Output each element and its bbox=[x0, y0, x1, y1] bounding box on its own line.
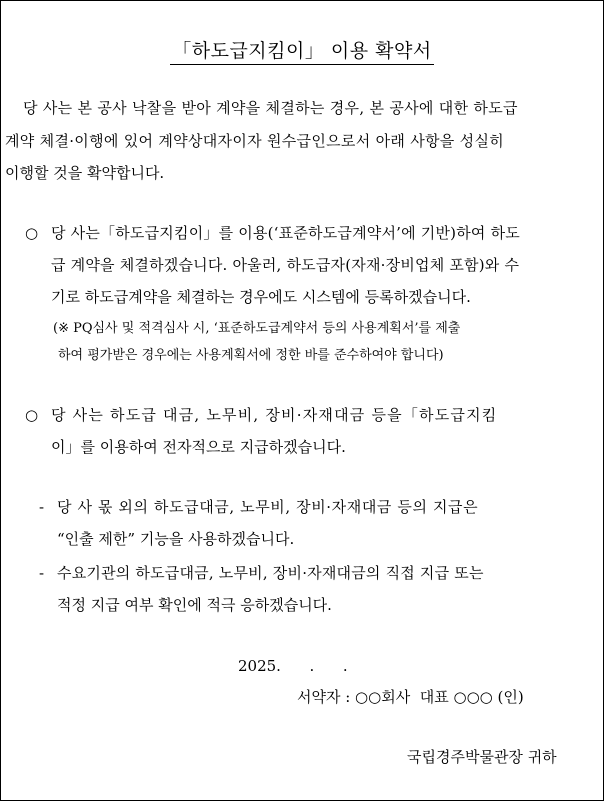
item1-note-line-2: 하여 평가받은 경우에는 사용계획서에 정한 바를 준수하여야 합니다) bbox=[58, 348, 444, 363]
sub2-dash: - bbox=[39, 564, 45, 582]
sub2-line-2: 적정 지급 여부 확인에 적극 응하겠습니다. bbox=[57, 596, 332, 614]
item1-bullet: ○ bbox=[25, 224, 39, 242]
intro-line-1: 당 사는 본 공사 낙찰을 받아 계약을 체결하는 경우, 본 공사에 대한 하도급 bbox=[23, 99, 518, 117]
sub1-dash: - bbox=[39, 498, 45, 516]
item2-line-2: 이」를 이용하여 전자적으로 지급하겠습니다. bbox=[51, 438, 346, 456]
intro-line-2: 계약 체결·이행에 있어 계약상대자이자 원수급인으로서 아래 사항을 성실히 bbox=[5, 132, 505, 150]
sub2-line-1: 수요기관의 하도급대금, 노무비, 장비·자재대금의 직접 지급 또는 bbox=[57, 564, 484, 582]
item1-line-1: 당 사는「하도급지킴이」를 이용(‘표준하도급계약서’에 기반)하여 하도 bbox=[51, 224, 520, 242]
recipient-line: 국립경주박물관장 귀하 bbox=[407, 748, 557, 766]
item1-line-3: 기로 하도급계약을 체결하는 경우에도 시스템에 등록하겠습니다. bbox=[51, 288, 471, 306]
item1-line-2: 급 계약을 체결하겠습니다. 아울러, 하도급자(자재·장비업체 포함)와 수 bbox=[51, 256, 520, 274]
item1-note-line-1: (※ PQ심사 및 적격심사 시, ‘표준하도급계약서 등의 사용계획서’를 제출 bbox=[53, 321, 461, 336]
intro-line-3: 이행할 것을 확약합니다. bbox=[5, 164, 165, 182]
item2-line-1: 당 사는 하도급 대금, 노무비, 장비·자재대금 등을「하도급지킴 bbox=[51, 406, 498, 424]
item2-bullet: ○ bbox=[25, 406, 39, 424]
sub1-line-1: 당 사 몫 외의 하도급대금, 노무비, 장비·자재대금 등의 지급은 bbox=[57, 498, 479, 516]
date-line: 2025. . . bbox=[238, 657, 348, 675]
signer-line: 서약자 : ○○회사 대표 ○○○ (인) bbox=[297, 688, 524, 706]
sub1-line-2: “인출 제한” 기능을 사용하겠습니다. bbox=[57, 530, 295, 548]
document-title: 「하도급지킴이」 이용 확약서 bbox=[1, 36, 603, 63]
